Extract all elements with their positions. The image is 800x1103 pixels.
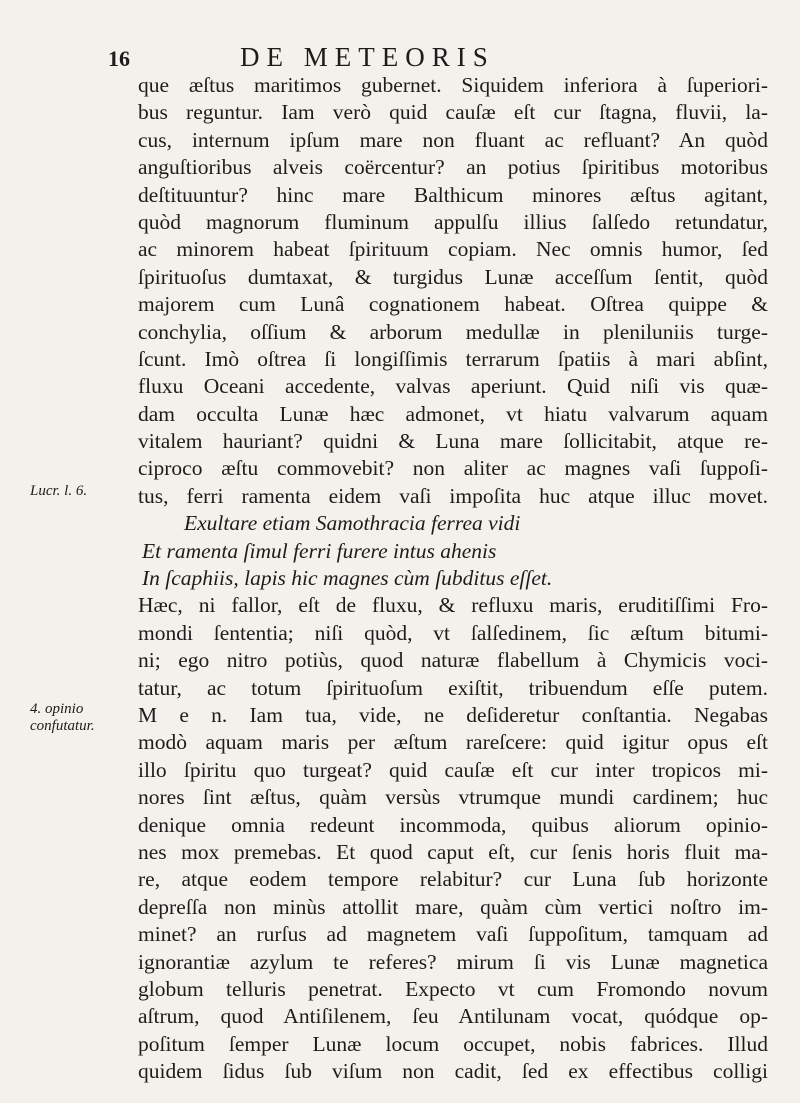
text-line: ſpirituoſus dumtaxat, & turgidus Lunæ acceſſum ſentit, quòd bbox=[138, 264, 768, 289]
text-line: ſcunt. Imò oſtrea ſi longiſſimis terrarum ſpatiis à mari abſint, bbox=[138, 346, 768, 371]
page-header bbox=[0, 42, 800, 72]
text-line: minet? an rurſus ad magnetem vaſi ſuppoſitum, tamquam ad bbox=[138, 922, 768, 947]
margin-note-lucretius: Lucr. l. 6. bbox=[30, 483, 88, 499]
page-number: 16 bbox=[108, 46, 130, 71]
text-line: majorem cum Lunâ cognationem habeat. Oſtrea quippe & bbox=[138, 292, 768, 317]
text-line: ac minorem habeat ſpirituum copiam. Nec omnis humor, ſed bbox=[138, 237, 768, 262]
text-line: fluxu Oceani accedente, valvas aperiunt. Quid niſi vis quæ- bbox=[138, 374, 768, 399]
text-line: Hæc, ni fallor, eſt de fluxu, & refluxu maris, eruditiſſimi Fro- bbox=[138, 593, 768, 618]
text-line: modò aquam maris per æſtum rareſcere: quid igitur opus eſt bbox=[138, 730, 768, 755]
text-line: re, atque eodem tempore relabitur? cur Luna ſub horizonte bbox=[138, 867, 768, 892]
text-line: conchylia, oſſium & arborum medullæ in pleniluniis turge- bbox=[138, 319, 768, 344]
text-line: ignorantiæ azylum te referes? mirum ſi vis Lunæ magnetica bbox=[138, 949, 768, 974]
running-title: DE METEORIS bbox=[240, 42, 495, 72]
text-line: tus, ferri ramenta eidem vaſi impoſita huc atque illuc movet. bbox=[138, 483, 768, 508]
text-line: quòd magnorum fluminum appulſu illius ſalſedo retundatur, bbox=[138, 209, 768, 234]
text-line: bus reguntur. Iam verò quid cauſæ eſt cur ſtagna, fluvii, la- bbox=[138, 100, 768, 125]
verse-line: In ſcaphiis, lapis hic magnes cùm ſubditus eſſet. bbox=[142, 566, 553, 591]
text-line: nores ſint æſtus, quàm versùs vtrumque mundi cardinem; huc bbox=[138, 785, 768, 810]
text-line: depreſſa non minùs attollit mare, quàm cùm vertici noſtro im- bbox=[138, 894, 768, 919]
verse-line: Et ramenta ſimul ferri furere intus ahenis bbox=[142, 538, 497, 563]
text-line: cus, internum ipſum mare non fluant ac refluant? An quòd bbox=[138, 127, 768, 152]
text-line: denique omnia redeunt incommoda, quibus aliorum opinio- bbox=[138, 812, 768, 837]
text-line: illo ſpiritu quo turgeat? quid cauſæ eſt cur inter tropicos mi- bbox=[138, 757, 768, 782]
verse-line: Exultare etiam Samothracia ferrea vidi bbox=[184, 511, 521, 536]
body-text bbox=[138, 72, 768, 1085]
text-line: globum telluris penetrat. Expecto vt cum Fromondo novum bbox=[138, 976, 768, 1001]
text-line: M e n. Iam tua, vide, ne deſideretur conſtantia. Negabas bbox=[138, 702, 768, 727]
text-line: deſtituuntur? hinc mare Balthicum minores æſtus agitant, bbox=[138, 182, 768, 207]
text-line: que æſtus maritimos gubernet. Siquidem inferiora à ſuperiori- bbox=[138, 73, 768, 97]
text-line: anguſtioribus alveis coërcentur? an potius ſpiritibus motoribus bbox=[138, 155, 768, 180]
text-line: tatur, ac totum ſpirituoſum exiſtit, tribuendum eſſe putem. bbox=[138, 675, 768, 700]
text-line: quidem ſidus ſub viſum non cadit, ſed ex effectibus colligi bbox=[138, 1059, 768, 1084]
text-line: nes mox premebas. Et quod caput eſt, cur ſenis horis fluit ma- bbox=[138, 839, 768, 864]
text-line: dam occulta Lunæ hæc admonet, vt hiatu valvarum aquam bbox=[138, 401, 768, 426]
text-line: poſitum ſemper Lunæ locum occupet, nobis fabrices. Illud bbox=[138, 1031, 768, 1056]
text-line: mondi ſententia; niſi quòd, vt ſalſedinem, ſic æſtum bitumi- bbox=[138, 620, 768, 645]
text-line: ciproco æſtu commovebit? non aliter ac magnes vaſi ſuppoſi- bbox=[138, 456, 768, 481]
text-line: ni; ego nitro potiùs, quod naturæ flabellum à Chymicis voci- bbox=[138, 648, 768, 673]
text-line: vitalem hauriant? quidni & Luna mare ſollicitabit, atque re- bbox=[138, 429, 768, 454]
margin-note-opinio: 4. opinio confutatur. bbox=[30, 701, 95, 734]
text-line: aſtrum, quod Antiſilenem, ſeu Antilunam vocat, quódque op- bbox=[138, 1004, 768, 1029]
